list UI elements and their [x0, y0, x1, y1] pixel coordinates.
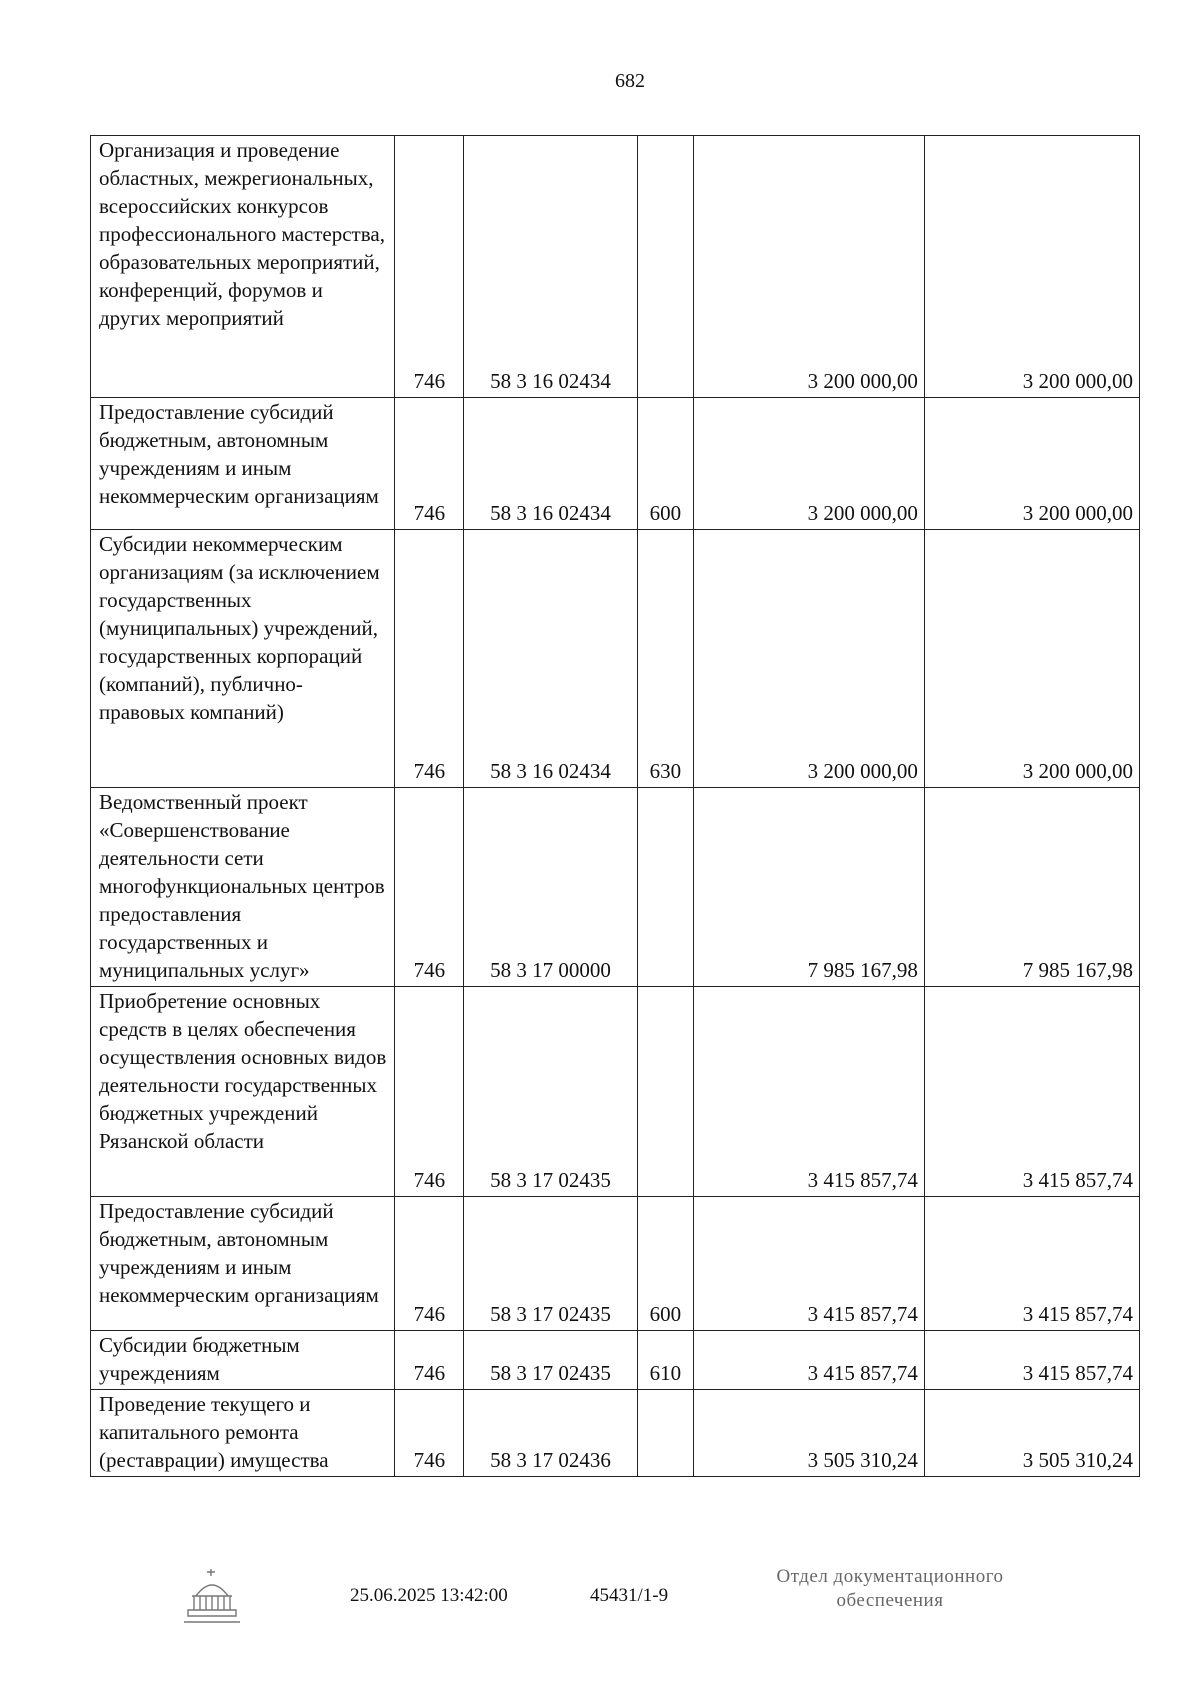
row-target: 58 3 17 02435 — [464, 1197, 637, 1331]
row-type: 630 — [637, 530, 694, 788]
row-type: 610 — [637, 1331, 694, 1390]
row-target: 58 3 17 02435 — [464, 987, 637, 1197]
row-name: Организация и проведение областных, межрегиональных, всероссийских конкурсов профессионального мастерства, образовательных мероприятий, конференций, форумов и других мероприятий — [91, 136, 395, 398]
stamp-line-2: обеспечения — [836, 1590, 944, 1611]
row-sum-2: 3 415 857,74 — [924, 987, 1139, 1197]
row-target: 58 3 17 02435 — [464, 1331, 637, 1390]
row-name: Субсидии бюджетным учреждениям — [91, 1331, 395, 1390]
row-sum-1: 3 415 857,74 — [694, 987, 925, 1197]
duma-logo-icon — [180, 1566, 244, 1628]
row-code: 746 — [395, 1197, 464, 1331]
row-sum-1: 7 985 167,98 — [694, 788, 925, 987]
row-code: 746 — [395, 398, 464, 530]
row-sum-2: 3 200 000,00 — [924, 530, 1139, 788]
row-type: 600 — [637, 398, 694, 530]
row-type: 600 — [637, 1197, 694, 1331]
row-sum-1: 3 200 000,00 — [694, 136, 925, 398]
row-name: Ведомственный проект «Совершенствование деятельности сети многофункциональных центров предоставления государственных и муниципальных услуг» — [91, 788, 395, 987]
row-sum-2: 3 200 000,00 — [924, 136, 1139, 398]
row-sum-2: 3 415 857,74 — [924, 1197, 1139, 1331]
row-name: Предоставление субсидий бюджетным, автономным учреждениям и иным некоммерческим организациям — [91, 398, 395, 530]
table-row — [91, 1331, 1140, 1390]
table-row — [91, 788, 1140, 987]
budget-table — [90, 135, 1140, 1477]
row-target: 58 3 16 02434 — [464, 136, 637, 398]
stamp-line-1: Отдел документационного — [776, 1566, 1004, 1587]
row-code: 746 — [395, 1331, 464, 1390]
row-target: 58 3 17 00000 — [464, 788, 637, 987]
row-name: Предоставление субсидий бюджетным, автономным учреждениям и иным некоммерческим организациям — [91, 1197, 395, 1331]
row-sum-1: 3 200 000,00 — [694, 398, 925, 530]
row-sum-1: 3 415 857,74 — [694, 1197, 925, 1331]
row-name: Проведение текущего и капитального ремонта (реставрации) имущества — [91, 1390, 395, 1477]
row-sum-2: 3 415 857,74 — [924, 1331, 1139, 1390]
table-row — [91, 530, 1140, 788]
row-sum-1: 3 505 310,24 — [694, 1390, 925, 1477]
row-target: 58 3 16 02434 — [464, 398, 637, 530]
row-type — [637, 987, 694, 1197]
row-name: Приобретение основных средств в целях обеспечения осуществления основных видов деятельности государственных бюджетных учреждений Рязанской области — [91, 987, 395, 1197]
row-type — [637, 1390, 694, 1477]
row-code: 746 — [395, 136, 464, 398]
table-row — [91, 398, 1140, 530]
row-type — [637, 136, 694, 398]
row-code: 746 — [395, 1390, 464, 1477]
row-target: 58 3 16 02434 — [464, 530, 637, 788]
table-row — [91, 987, 1140, 1197]
row-sum-1: 3 415 857,74 — [694, 1331, 925, 1390]
table-row — [91, 136, 1140, 398]
row-sum-2: 7 985 167,98 — [924, 788, 1139, 987]
table-row — [91, 1390, 1140, 1477]
row-sum-1: 3 200 000,00 — [694, 530, 925, 788]
row-sum-2: 3 200 000,00 — [924, 398, 1139, 530]
page-number: 682 — [615, 70, 645, 92]
row-code: 746 — [395, 530, 464, 788]
row-code: 746 — [395, 987, 464, 1197]
department-stamp — [700, 1565, 1080, 1613]
footer-doc-code: 45431/1-9 — [590, 1585, 669, 1606]
row-code: 746 — [395, 788, 464, 987]
row-name: Субсидии некоммерческим организациям (за исключением государственных (муниципальных) учреждений, государственных корпораций (компаний), публично-правовых компаний) — [91, 530, 395, 788]
table-row — [91, 1197, 1140, 1331]
row-sum-2: 3 505 310,24 — [924, 1390, 1139, 1477]
row-target: 58 3 17 02436 — [464, 1390, 637, 1477]
footer-datetime: 25.06.2025 13:42:00 — [350, 1585, 508, 1606]
row-type — [637, 788, 694, 987]
